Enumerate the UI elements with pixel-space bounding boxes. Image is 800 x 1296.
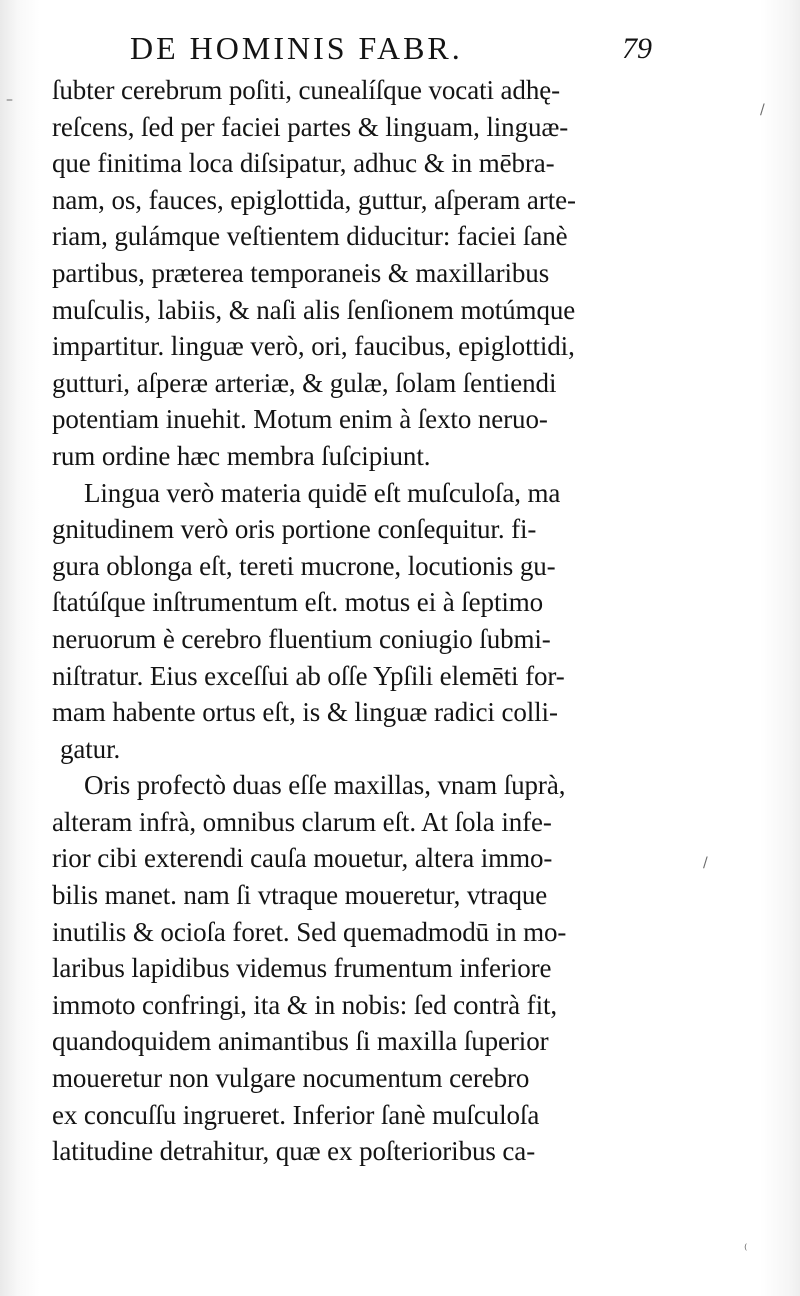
page-header [130, 22, 670, 72]
text-line: nam, os, fauces, epiglottida, guttur, aſperam arte- [52, 184, 576, 215]
running-head: DE HOMINIS FABR. [130, 30, 463, 66]
text-line: gatur. [60, 733, 121, 764]
text-line: neruorum è cerebro fluentium coniugio ſubmi- [52, 623, 551, 654]
text-line: potentiam inuehit. Motum enim à ſexto neruo- [52, 404, 548, 435]
text-line: immoto confringi, ita & in nobis: ſed contrà fit, [52, 989, 558, 1020]
text-line: que finitima loca diſsipatur, adhuc & in mēbra- [52, 148, 555, 179]
text-line: riam, gulámque veſtientem diducitur: faciei ſanè [52, 221, 568, 252]
text-line: rior cibi exterendi cauſa mouetur, altera immo- [52, 843, 553, 874]
text-line: quandoquidem animantibus ſi maxilla ſuperior [52, 1026, 549, 1057]
margin-slash-icon: / [703, 855, 708, 871]
margin-mark-icon: ⁽ [744, 1242, 748, 1258]
text-line: reſcens, ſed per faciei partes & linguam, linguæ- [52, 111, 569, 142]
text-line: niſtratur. Eius exceſſui ab oſſe Ypſili elemēti for- [52, 660, 565, 691]
text-line: bilis manet. nam ſi vtraque moueretur, vtraque [52, 880, 548, 911]
margin-slash-icon: / [760, 102, 765, 118]
text-line: latitudine detrahitur, quæ ex poſterioribus ca- [52, 1136, 536, 1167]
paragraph-start-line: Oris profectò duas eſſe maxillas, vnam ſuprà, [84, 770, 566, 801]
text-line: impartitur. linguæ verò, ori, faucibus, epiglottidi, [52, 331, 575, 362]
text-line: laribus lapidibus videmus frumentum inferiore [52, 953, 552, 984]
text-line: alteram infrà, omnibus clarum eſt. At ſola infe- [52, 806, 552, 837]
text-line: gnitudinem verò oris portione conſequitur. fi- [52, 514, 537, 545]
text-line: gutturi, aſperæ arteriæ, & gulæ, ſolam ſentiendi [52, 367, 557, 398]
text-line: rum ordine hæc membra ſuſcipiunt. [52, 440, 431, 471]
page-number: 79 [622, 32, 652, 65]
page-body [52, 72, 672, 1170]
text-line: gura oblonga eſt, tereti mucrone, locutionis gu- [52, 550, 556, 581]
text-line: ex concuſſu ingrueret. Inferior ſanè muſculoſa [52, 1099, 540, 1130]
text-line: ſubter cerebrum poſiti, cunealíſque vocati adhę- [52, 75, 560, 105]
paragraph-start-line: Lingua verò materia quidē eſt muſculoſa, ma [84, 477, 561, 508]
text-line: muſculis, labiis, & naſi alis ſenſionem motúmque [52, 294, 576, 325]
margin-dash-icon: – [6, 92, 13, 108]
text-line: inutilis & ocioſa foret. Sed quemadmodū in mo- [52, 916, 567, 947]
text-line: ſtatúſque inſtrumentum eſt. motus ei à ſeptimo [52, 587, 544, 618]
text-line: moueretur non vulgare nocumentum cerebro [52, 1063, 530, 1094]
text-line: partibus, præterea temporaneis & maxillaribus [52, 257, 550, 288]
text-line: mam habente ortus eſt, is & linguæ radici colli- [52, 697, 558, 728]
